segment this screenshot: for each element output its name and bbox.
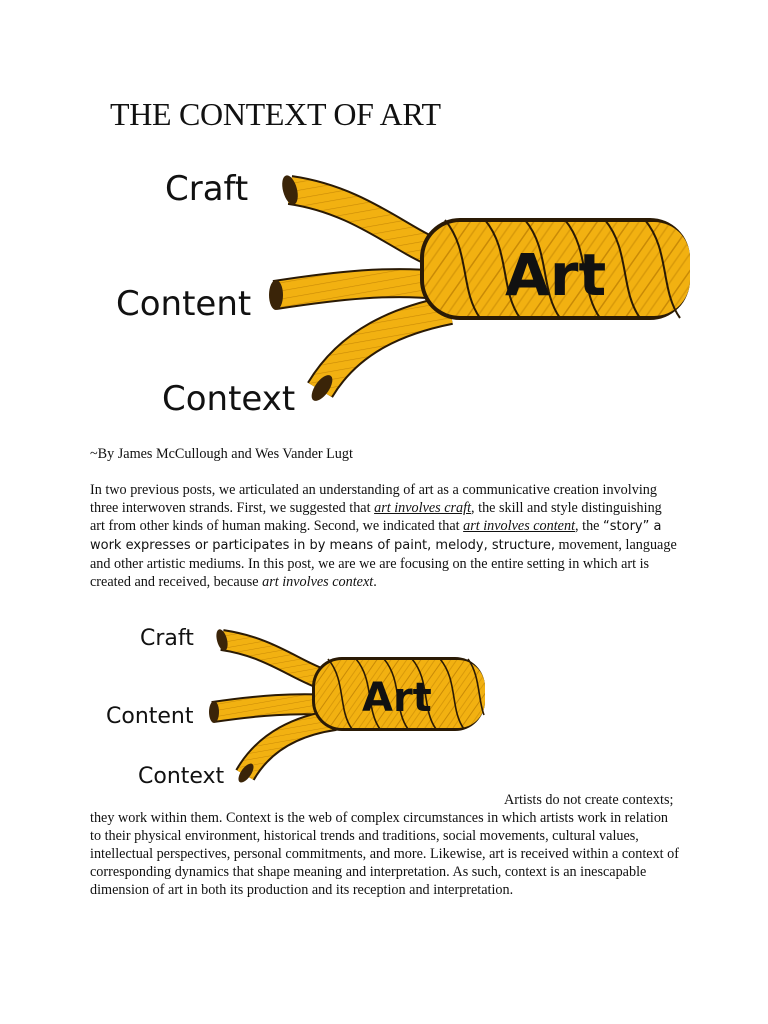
rope-diagram-large <box>100 160 690 420</box>
paragraph-intro <box>90 481 680 591</box>
link-art-involves-craft[interactable]: art involves craft <box>374 500 472 516</box>
paragraph-text: , the <box>575 518 604 534</box>
label-context: Context <box>138 764 225 789</box>
label-craft: Craft <box>165 169 249 209</box>
emphasis-art-involves-context: art involves context <box>262 574 374 590</box>
label-craft: Craft <box>140 626 194 651</box>
label-context: Context <box>162 379 296 419</box>
page-title: THE CONTEXT OF ART <box>110 96 441 132</box>
rope-diagram-small <box>100 615 485 795</box>
paragraph-text: . <box>373 574 377 590</box>
art-label: Art <box>362 675 432 721</box>
paragraph-text: In two previous posts, we articulated an understanding of art as a communicative creation involving three interwoven strands. First, we suggested that <box>90 482 657 516</box>
paragraph-text: movement, language and other artistic mediums. In this post, we are we are focusing on the entire setting in which art is created and received, because <box>90 537 677 590</box>
paragraph-context: Artists do not create contexts; they work within them. Context is the web of complex circumstances in which artists work in relation to their physical environment, historical trends and traditions, social movements, cultural values, intellectual perspectives, personal commitments, and more. Likewise, art is received within a context of corresponding dynamics that shape meaning and interpretation. As such, context is an inescapable dimension of art in both its production and its reception and interpretation. <box>90 792 679 898</box>
byline: ~By James McCullough and Wes Vander Lugt <box>90 446 353 462</box>
paragraph-text-story: “story” a work expresses or participates in by means of paint, melody, structure, <box>90 519 662 553</box>
art-label: Art <box>505 241 607 309</box>
label-content: Content <box>106 704 194 729</box>
label-content: Content <box>116 284 252 324</box>
paragraph-text: , the skill and style distinguishing art from other kinds of human making. Second, we indicated that <box>90 500 662 534</box>
link-art-involves-content[interactable]: art involves content <box>463 518 576 534</box>
